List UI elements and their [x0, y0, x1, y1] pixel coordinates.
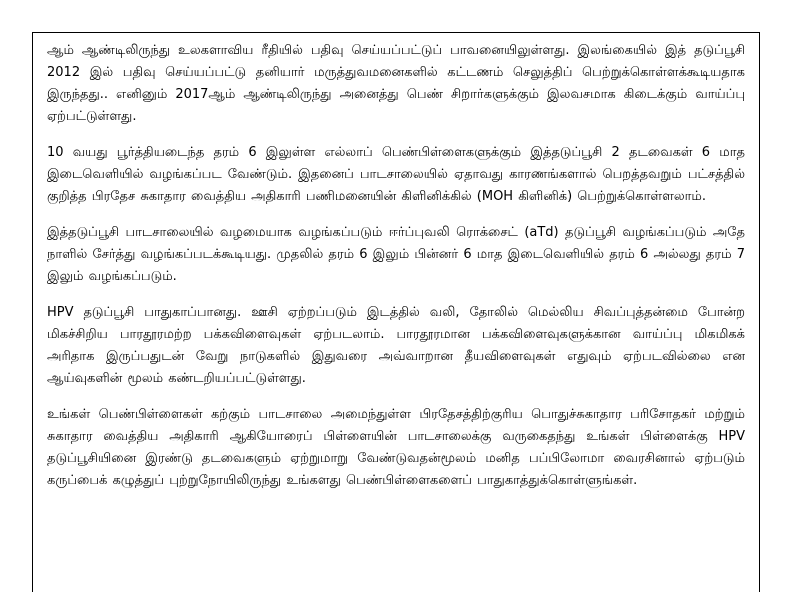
document-page	[32, 32, 760, 592]
paragraph-eligibility: 10 வயது பூர்த்தியடைந்த தரம் 6 இலுள்ள எல்லாப் பெண்பிள்ளைகளுக்கும் இத்தடுப்பூசி 2 தடவைகள் 6 மாத இடைவெளியில் வழங்கப்பட வேண்டும். இதனைப் பாடசாலையில் ஏதாவது காரணங்களால் பெறத்தவறும் பட்சத்தில் குறித்த பிரதேச சுகாதார வைத்திய அதிகாரி பணிமனையின் கிளினிக்கில் (MOH கிளினிக்) பெற்றுக்கொள்ளலாம்.	[47, 145, 745, 204]
paragraph-registration: ஆம் ஆண்டிலிருந்து உலகளாவிய ரீதியில் பதிவு செய்யப்பட்டுப் பாவனையிலுள்ளது. இலங்கையில் இத் தடுப்பூசி 2012 இல் பதிவு செய்யப்பட்டு தனியார் மருத்துவமனைகளில் கட்டணம் செலுத்திப் பெற்றுக்கொள்ளக்கூடியதாக இருந்தது.. எனினும் 2017ஆம் ஆண்டிலிருந்து அனைத்து பெண் சிறார்களுக்கும் இலவசமாக கிடைக்கும் வாய்ப்பு ஏற்பட்டுள்ளது.	[47, 43, 745, 124]
paragraph-request: உங்கள் பெண்பிள்ளைகள் கற்கும் பாடசாலை அமைந்துள்ள பிரதேசத்திற்குரிய பொதுச்சுகாதார பரிசோதகர் மற்றும் சுகாதார வைத்திய அதிகாரி ஆகியோரைப் பிள்ளையின் பாடசாலைக்கு வருகைதந்து உங்கள் பிள்ளைக்கு HPV தடுப்பூசியினை இரண்டு தடவைகளும் ஏற்றுமாறு வேண்டுவதன்மூலம் மனித பப்பிலோமா வைரசினால் ஏற்படும் கருப்பைக் கழுத்துப் புற்றுநோயிலிருந்து உங்களது பெண்பிள்ளைகளைப் பாதுகாத்துக்கொள்ளுங்கள்.	[47, 407, 745, 488]
paragraph-schedule: இத்தடுப்பூசி பாடசாலையில் வழமையாக வழங்கப்படும் ஈர்ப்புவலி ரொக்சைட் (aTd) தடுப்பூசி வழங்கப்படும் அதே நாளில் சேர்த்து வழங்கப்படக்கூடியது. முதலில் தரம் 6 இலும் பின்னர் 6 மாத இடைவெளியில் தரம் 6 அல்லது தரம் 7 இலும் வழங்கப்படும்.	[47, 225, 745, 284]
paragraph-safety: HPV தடுப்பூசி பாதுகாப்பானது. ஊசி ஏற்றப்படும் இடத்தில் வலி, தோலில் மெல்லிய சிவப்புத்தன்மை போன்ற மிகச்சிறிய பாரதூரமற்ற பக்கவிளைவுகள் ஏற்படலாம். பாரதூரமான பக்கவிளைவுகளுக்கான வாய்ப்பு மிகமிகக் அரிதாக இருப்பதுடன் வேறு நாடுகளில் இதுவரை அவ்வாறான தீயவிளைவுகள் எதுவும் ஏற்படவில்லை என ஆய்வுகளின் மூலம் கண்டறியப்பட்டுள்ளது.	[47, 305, 745, 386]
